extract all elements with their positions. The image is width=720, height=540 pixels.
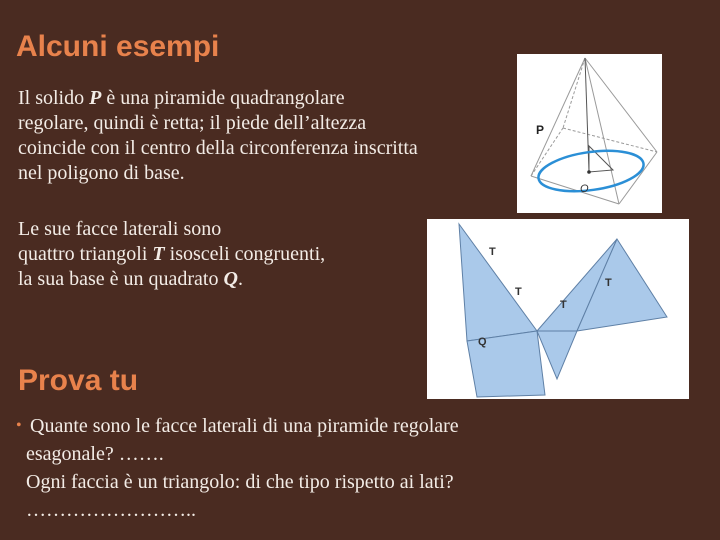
pyramid-figure — [517, 54, 662, 213]
bullet-line2: esagonale? ……. — [26, 443, 164, 465]
net-label-q: Q — [478, 336, 487, 348]
bullet-icon: • — [16, 417, 22, 434]
slide-title: Alcuni esempi — [16, 30, 220, 63]
net-face-t1 — [459, 224, 537, 341]
pyramid-label-p: P — [536, 123, 545, 137]
para2-line1: Le sue facce laterali sono — [18, 218, 222, 240]
net-face-t4 — [537, 331, 577, 379]
paragraph-net — [18, 217, 418, 292]
para2-line2: quattro triangoli T isosceli congruenti, — [18, 243, 326, 265]
bullet-line1: Quante sono le facce laterali di una piramide regolare — [30, 415, 459, 437]
bullet-list — [16, 412, 576, 524]
para1-line2: regolare, quindi è retta; il piede dell’altezza — [18, 112, 367, 134]
para1-line3: coincide con il centro della circonferenza inscritta — [18, 137, 418, 159]
bullet-item — [16, 412, 576, 440]
paragraph-pyramid — [18, 86, 518, 186]
para2-line3: la sua base è un quadrato Q. — [18, 268, 243, 290]
net-label-t3: T — [560, 299, 567, 311]
pyramid-label-o: O — [580, 183, 589, 195]
net-label-t2: T — [515, 286, 522, 298]
bullet-line3: Ogni faccia è un triangolo: di che tipo rispetto ai lati? — [26, 471, 454, 493]
pyramid-net-figure — [427, 219, 689, 399]
net-label-t1: T — [489, 246, 496, 258]
pyramid-net-drawing — [427, 219, 689, 399]
para1-line1: Il solido P è una piramide quadrangolare — [18, 87, 345, 109]
section-title: Prova tu — [18, 364, 139, 397]
net-label-t4: T — [605, 277, 612, 289]
bullet-line4: …………………….. — [26, 499, 196, 521]
para1-line4: nel poligono di base. — [18, 162, 185, 184]
pyramid-drawing — [517, 54, 662, 213]
